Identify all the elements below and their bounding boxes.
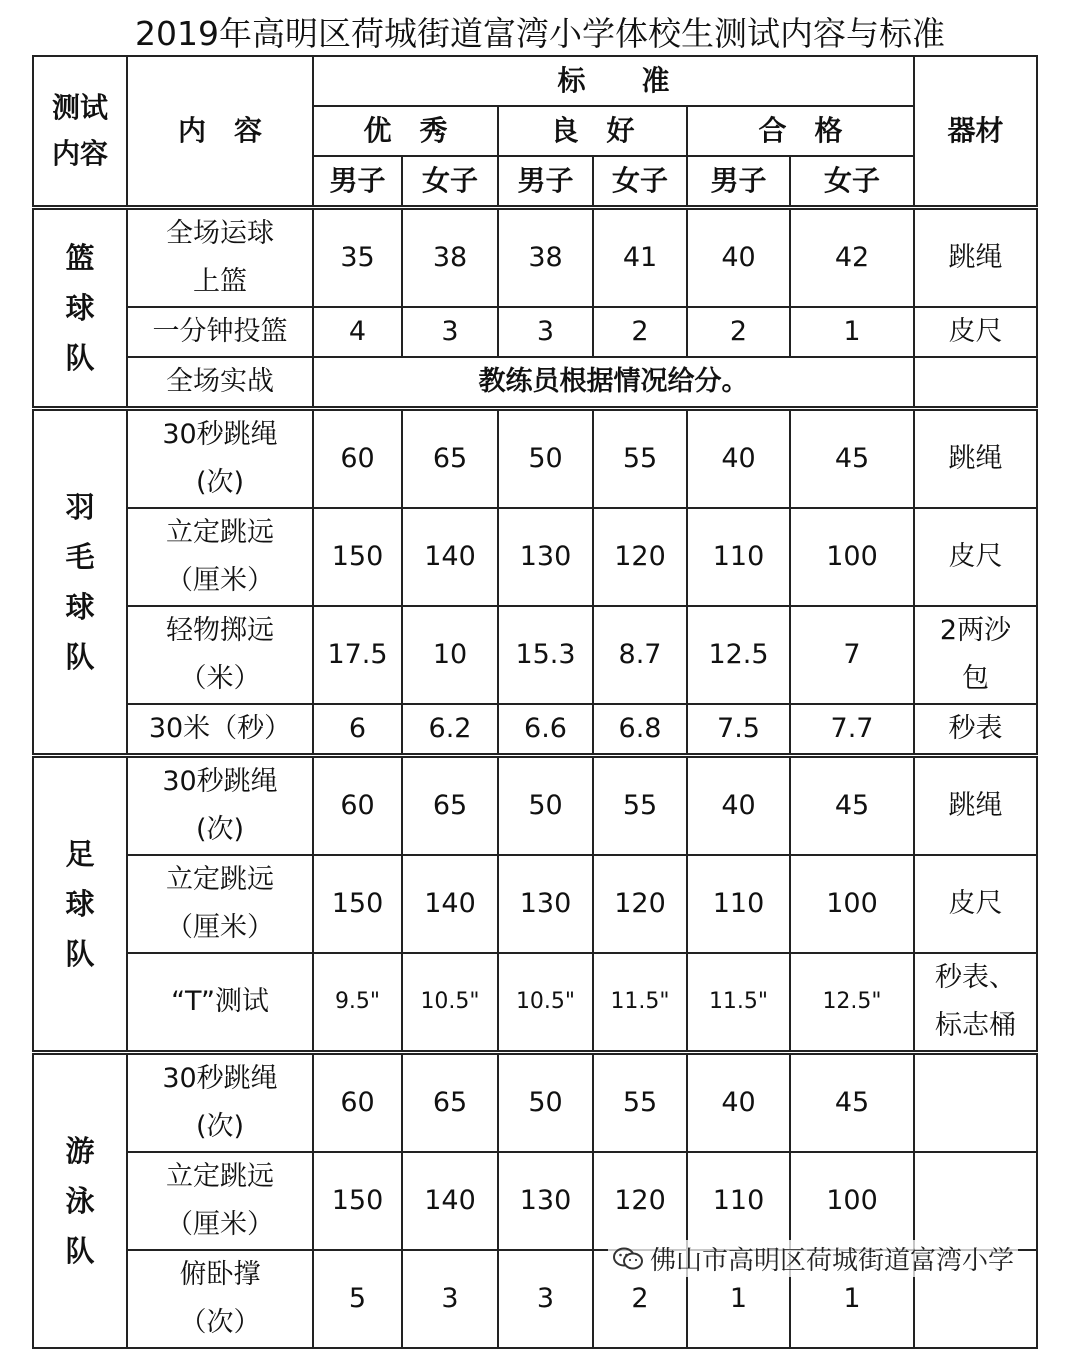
- value-cell: 6.2: [402, 704, 498, 756]
- item-name: 立定跳远（厘米）: [127, 855, 313, 953]
- item-name: 30秒跳绳(次): [127, 409, 313, 509]
- value-cell: 100: [790, 1152, 914, 1250]
- header-gender: 男子: [498, 156, 593, 208]
- coach-note: 教练员根据情况给分。: [313, 357, 914, 409]
- item-name: 30米（秒）: [127, 704, 313, 756]
- value-cell: 2: [593, 307, 687, 357]
- value-cell: 5: [313, 1250, 402, 1348]
- group-name-badminton: 羽毛球队: [33, 409, 127, 756]
- item-name: 立定跳远（厘米）: [127, 508, 313, 606]
- value-cell: 55: [593, 1053, 687, 1153]
- value-cell: 100: [790, 508, 914, 606]
- page-title: 2019年高明区荷城街道富湾小学体校生测试内容与标准: [135, 14, 945, 53]
- value-cell: 50: [498, 756, 593, 856]
- equipment-cell: 皮尺: [914, 307, 1037, 357]
- header-gender: 女子: [402, 156, 498, 208]
- value-cell: 9.5": [313, 953, 402, 1053]
- value-cell: 8.7: [593, 606, 687, 704]
- value-cell: 140: [402, 1152, 498, 1250]
- group-name-football: 足球队: [33, 756, 127, 1053]
- item-name: 全场实战: [127, 357, 313, 409]
- equipment-cell: 跳绳: [914, 409, 1037, 509]
- value-cell: 7.5: [687, 704, 790, 756]
- value-cell: 45: [790, 1053, 914, 1153]
- value-cell: 42: [790, 208, 914, 308]
- standards-table: [32, 55, 1038, 1349]
- value-cell: 15.3: [498, 606, 593, 704]
- value-cell: 11.5": [593, 953, 687, 1053]
- item-name: 立定跳远（厘米）: [127, 1152, 313, 1250]
- item-name: 30秒跳绳(次): [127, 1053, 313, 1153]
- value-cell: 55: [593, 409, 687, 509]
- value-cell: 100: [790, 855, 914, 953]
- value-cell: 1: [790, 1250, 914, 1348]
- value-cell: 110: [687, 508, 790, 606]
- value-cell: 150: [313, 1152, 402, 1250]
- equipment-cell: 2两沙包: [914, 606, 1037, 704]
- header-gender: 男子: [313, 156, 402, 208]
- value-cell: 40: [687, 409, 790, 509]
- value-cell: 65: [402, 1053, 498, 1153]
- value-cell: 150: [313, 855, 402, 953]
- header-content: 内 容: [127, 56, 313, 208]
- value-cell: 12.5: [687, 606, 790, 704]
- value-cell: 45: [790, 756, 914, 856]
- value-cell: 11.5": [687, 953, 790, 1053]
- value-cell: 10: [402, 606, 498, 704]
- item-name: 俯卧撑（次）: [127, 1250, 313, 1348]
- value-cell: 3: [402, 307, 498, 357]
- item-name: 一分钟投篮: [127, 307, 313, 357]
- value-cell: 60: [313, 1053, 402, 1153]
- wechat-icon: [612, 1246, 644, 1272]
- header-level-excellent: 优 秀: [313, 106, 498, 156]
- equipment-cell: [914, 357, 1037, 409]
- value-cell: 120: [593, 1152, 687, 1250]
- value-cell: 35: [313, 208, 402, 308]
- value-cell: 12.5": [790, 953, 914, 1053]
- value-cell: 7: [790, 606, 914, 704]
- value-cell: 3: [498, 1250, 593, 1348]
- equipment-cell: 秒表: [914, 704, 1037, 756]
- value-cell: 110: [687, 855, 790, 953]
- value-cell: 38: [402, 208, 498, 308]
- value-cell: 6.6: [498, 704, 593, 756]
- item-name: 30秒跳绳(次): [127, 756, 313, 856]
- value-cell: 65: [402, 756, 498, 856]
- watermark-text: 佛山市高明区荷城街道富湾小学: [650, 1246, 1015, 1276]
- header-standard: 标 准: [313, 56, 914, 106]
- value-cell: 38: [498, 208, 593, 308]
- header-level-pass: 合 格: [687, 106, 914, 156]
- value-cell: 55: [593, 756, 687, 856]
- watermark: [608, 1240, 1018, 1277]
- value-cell: 60: [313, 756, 402, 856]
- value-cell: 41: [593, 208, 687, 308]
- value-cell: 3: [402, 1250, 498, 1348]
- value-cell: 110: [687, 1152, 790, 1250]
- value-cell: 130: [498, 1152, 593, 1250]
- value-cell: 50: [498, 1053, 593, 1153]
- value-cell: 3: [498, 307, 593, 357]
- value-cell: 6: [313, 704, 402, 756]
- value-cell: 120: [593, 855, 687, 953]
- value-cell: 65: [402, 409, 498, 509]
- value-cell: 4: [313, 307, 402, 357]
- header-gender: 男子: [687, 156, 790, 208]
- value-cell: 2: [593, 1250, 687, 1348]
- equipment-cell: 皮尺: [914, 508, 1037, 606]
- equipment-cell: 跳绳: [914, 208, 1037, 308]
- item-name: 全场运球上篮: [127, 208, 313, 308]
- header-level-good: 良 好: [498, 106, 687, 156]
- item-name: “T”测试: [127, 953, 313, 1053]
- value-cell: 120: [593, 508, 687, 606]
- value-cell: 1: [687, 1250, 790, 1348]
- header-gender: 女子: [593, 156, 687, 208]
- value-cell: 7.7: [790, 704, 914, 756]
- value-cell: 150: [313, 508, 402, 606]
- equipment-cell: 跳绳: [914, 756, 1037, 856]
- item-name: 轻物掷远（米）: [127, 606, 313, 704]
- value-cell: 45: [790, 409, 914, 509]
- value-cell: 130: [498, 508, 593, 606]
- header-equipment: 器材: [914, 56, 1037, 208]
- equipment-cell: 皮尺: [914, 855, 1037, 953]
- value-cell: 10.5": [498, 953, 593, 1053]
- value-cell: 6.8: [593, 704, 687, 756]
- value-cell: 140: [402, 508, 498, 606]
- value-cell: 40: [687, 1053, 790, 1153]
- value-cell: 40: [687, 756, 790, 856]
- value-cell: 140: [402, 855, 498, 953]
- equipment-cell: [914, 1053, 1037, 1153]
- equipment-cell: 秒表、标志桶: [914, 953, 1037, 1053]
- value-cell: 2: [687, 307, 790, 357]
- value-cell: 17.5: [313, 606, 402, 704]
- header-test-content: 测试内容: [33, 56, 127, 208]
- value-cell: 1: [790, 307, 914, 357]
- value-cell: 60: [313, 409, 402, 509]
- group-name-basketball: 篮球队: [33, 208, 127, 409]
- value-cell: 40: [687, 208, 790, 308]
- header-gender: 女子: [790, 156, 914, 208]
- value-cell: 10.5": [402, 953, 498, 1053]
- group-name-swimming: 游泳队: [33, 1053, 127, 1349]
- value-cell: 130: [498, 855, 593, 953]
- equipment-cell: [914, 1152, 1037, 1250]
- value-cell: 50: [498, 409, 593, 509]
